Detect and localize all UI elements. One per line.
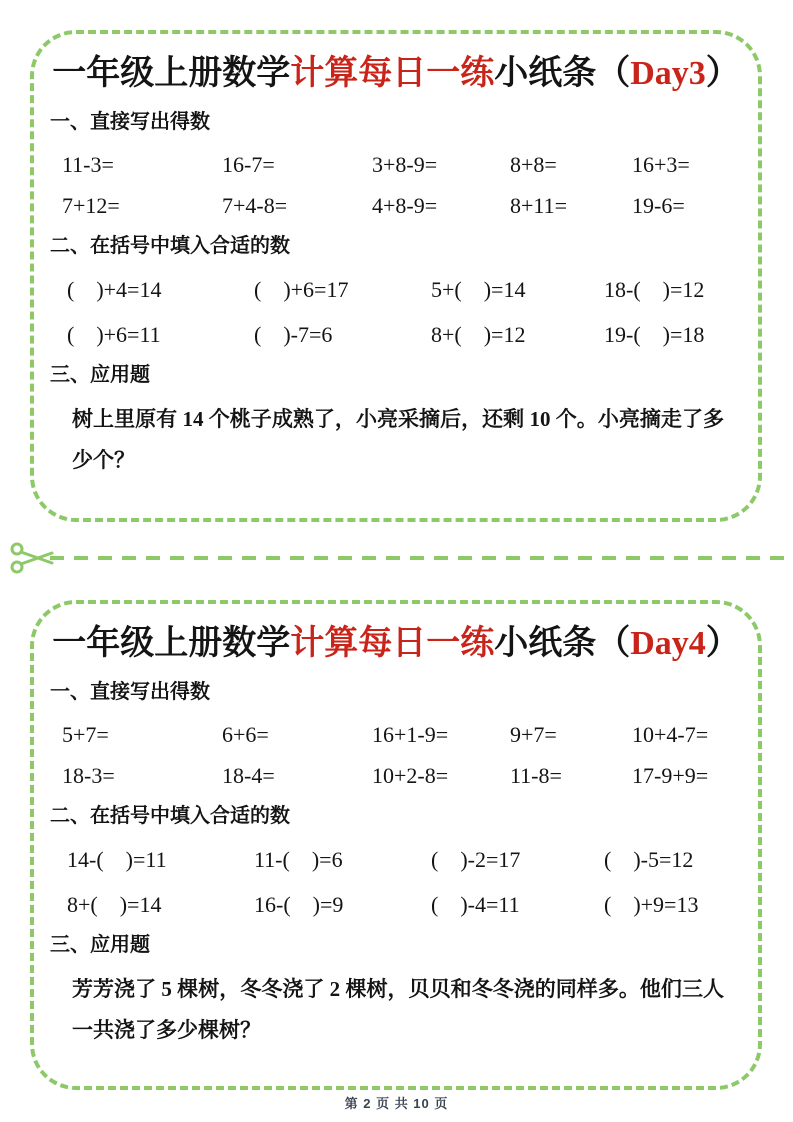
strip-title bbox=[34, 622, 758, 666]
math-problem: 16+1-9= bbox=[372, 722, 449, 747]
math-problem: 18-4= bbox=[222, 763, 275, 788]
title-paren-close: ） bbox=[705, 55, 740, 92]
math-problem: ( )+9=13 bbox=[604, 892, 699, 917]
math-problem: 3+8-9= bbox=[372, 152, 438, 177]
math-problem: 11-3= bbox=[62, 152, 114, 177]
title-suffix: 小纸条 bbox=[494, 625, 597, 662]
math-problem: 8+8= bbox=[510, 152, 557, 177]
math-problem: 17-9+9= bbox=[632, 763, 709, 788]
math-problem: 11-8= bbox=[510, 763, 562, 788]
strip-title bbox=[34, 52, 758, 96]
math-problem: ( )+4=14 bbox=[67, 277, 162, 302]
section-3-label: 三、应用题 bbox=[50, 364, 150, 386]
math-problem: 16-7= bbox=[222, 152, 275, 177]
section-1-label: 一、直接写出得数 bbox=[50, 681, 210, 703]
math-problem: ( )-7=6 bbox=[254, 322, 333, 347]
fill-row bbox=[34, 276, 758, 304]
math-problem: 10+2-8= bbox=[372, 763, 449, 788]
math-problem: 16+3= bbox=[632, 152, 690, 177]
math-problem: 7+4-8= bbox=[222, 193, 288, 218]
math-problem: 4+8-9= bbox=[372, 193, 438, 218]
word-problem-text: 芳芳浇了 5 棵树，冬冬浇了 2 棵树，贝贝和冬冬浇的同样多。他们三人一共浇了多少棵树？ bbox=[72, 977, 724, 1042]
title-highlight: 计算每日一练 bbox=[290, 625, 495, 662]
fill-row bbox=[34, 321, 758, 349]
title-day-label: Day3 bbox=[630, 55, 706, 92]
math-problem: 16-( )=9 bbox=[254, 892, 344, 917]
math-problem: ( )-4=11 bbox=[431, 892, 520, 917]
math-problem: 10+4-7= bbox=[632, 722, 709, 747]
calc-row bbox=[34, 721, 758, 749]
math-problem: 8+( )=14 bbox=[67, 892, 162, 917]
math-problem: 6+6= bbox=[222, 722, 269, 747]
math-problem: 9+7= bbox=[510, 722, 557, 747]
dashed-cut-line bbox=[50, 556, 793, 560]
worksheet-strip-day4 bbox=[30, 600, 762, 1090]
math-problem: 8+11= bbox=[510, 193, 567, 218]
section-1-label: 一、直接写出得数 bbox=[50, 111, 210, 133]
math-problem: 5+( )=14 bbox=[431, 277, 526, 302]
calc-row bbox=[34, 151, 758, 179]
title-prefix: 一年级上册数学 bbox=[52, 625, 291, 662]
section-3-label: 三、应用题 bbox=[50, 934, 150, 956]
math-problem: ( )-5=12 bbox=[604, 847, 694, 872]
worksheet-strip-day3 bbox=[30, 30, 762, 522]
fill-row bbox=[34, 846, 758, 874]
math-problem: 8+( )=12 bbox=[431, 322, 526, 347]
math-problem: 7+12= bbox=[62, 193, 120, 218]
title-highlight: 计算每日一练 bbox=[290, 55, 495, 92]
math-problem: ( )+6=11 bbox=[67, 322, 161, 347]
calc-row bbox=[34, 762, 758, 790]
math-problem: 11-( )=6 bbox=[254, 847, 343, 872]
title-paren-open: （ bbox=[596, 625, 631, 662]
scissors-icon bbox=[10, 536, 54, 580]
title-day-label: Day4 bbox=[630, 625, 706, 662]
math-problem: 14-( )=11 bbox=[67, 847, 167, 872]
math-problem: 19-6= bbox=[632, 193, 685, 218]
calc-row bbox=[34, 192, 758, 220]
math-problem: ( )-2=17 bbox=[431, 847, 521, 872]
title-paren-open: （ bbox=[596, 55, 631, 92]
title-paren-close: ） bbox=[705, 625, 740, 662]
title-suffix: 小纸条 bbox=[494, 55, 597, 92]
section-2-label: 二、在括号中填入合适的数 bbox=[50, 235, 290, 257]
math-problem: ( )+6=17 bbox=[254, 277, 349, 302]
page-number-footer: 第 2 页 共 10 页 bbox=[344, 1096, 449, 1111]
title-prefix: 一年级上册数学 bbox=[52, 55, 291, 92]
fill-row bbox=[34, 891, 758, 919]
math-problem: 18-( )=12 bbox=[604, 277, 705, 302]
section-2-label: 二、在括号中填入合适的数 bbox=[50, 805, 290, 827]
math-problem: 19-( )=18 bbox=[604, 322, 705, 347]
math-problem: 18-3= bbox=[62, 763, 115, 788]
math-problem: 5+7= bbox=[62, 722, 109, 747]
word-problem-text: 树上里原有 14 个桃子成熟了，小亮采摘后，还剩 10 个。小亮摘走了多少个？ bbox=[72, 407, 724, 472]
